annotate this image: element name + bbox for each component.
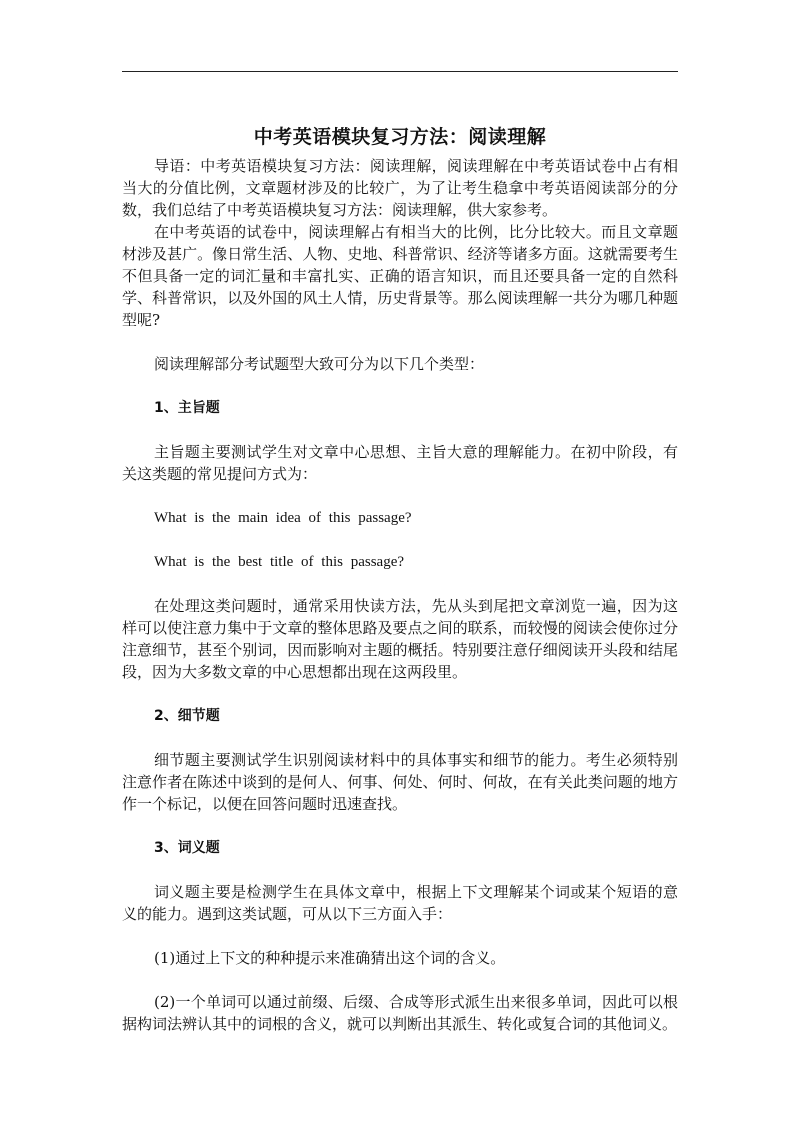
main-idea-question-2: What is the best title of this passage? xyxy=(154,554,405,570)
vocabulary-point-2: (2)一个单词可以通过前缀、后缀、合成等形式派生出来很多单词，因此可以根据构词法辨认其中的词根的含义，就可以判断出其派生、转化或复合词的其他词义。 xyxy=(122,993,678,1033)
detail-description: 细节题主要测试学生识别阅读材料中的具体事实和细节的能力。考生必须特别注意作者在陈述中谈到的是何人、何事、何处、何时、何故，在有关此类问题的地方作一个标记，以便在回答问题时迅速查找。 xyxy=(122,751,678,813)
intro-paragraph: 导语：中考英语模块复习方法：阅读理解，阅读理解在中考英语试卷中占有相当大的分值比例，文章题材涉及的比较广，为了让考生稳拿中考英语阅读部分的分数，我们总结了中考英语模块复习方法：阅读理解，供大家参考。 xyxy=(122,157,678,219)
main-idea-description: 主旨题主要测试学生对文章中心思想、主旨大意的理解能力。在初中阶段，有关这类题的常见提问方式为： xyxy=(122,443,678,483)
document-body xyxy=(122,155,678,1035)
main-idea-question-1: What is the main idea of this passage? xyxy=(154,510,412,526)
header-rule xyxy=(122,71,678,72)
section-heading-detail: 2、细节题 xyxy=(154,708,220,724)
types-intro-paragraph: 阅读理解部分考试题型大致可分为以下几个类型： xyxy=(154,355,485,373)
main-idea-advice: 在处理这类问题时，通常采用快读方法，先从头到尾把文章浏览一遍，因为这样可以使注意力集中于文章的整体思路及要点之间的联系，而较慢的阅读会使你过分注意细节，甚至个别词，因而影响对主题的概括。特别要注意仔细阅读开头段和结尾段，因为大多数文章的中心思想都出现在这两段里。 xyxy=(122,597,678,681)
section-heading-vocabulary: 3、词义题 xyxy=(154,840,220,856)
document-title: 中考英语模块复习方法：阅读理解 xyxy=(253,126,547,148)
section-heading-main-idea: 1、主旨题 xyxy=(154,400,220,416)
overview-paragraph: 在中考英语的试卷中，阅读理解占有相当大的比例，比分比较大。而且文章题材涉及甚广。像日常生活、人物、史地、科普常识、经济等诸多方面。这就需要考生不但具备一定的词汇量和丰富扎实、正确的语言知识，而且还要具备一定的自然科学、科普常识，以及外国的风土人情，历史背景等。那么阅读理解一共分为哪几种题型呢? xyxy=(122,223,678,329)
vocabulary-description: 词义题主要是检测学生在具体文章中，根据上下文理解某个词或某个短语的意义的能力。遇到这类试题，可从以下三方面入手： xyxy=(122,883,678,923)
vocabulary-point-1: (1)通过上下文的种种提示来准确猜出这个词的含义。 xyxy=(154,949,506,967)
